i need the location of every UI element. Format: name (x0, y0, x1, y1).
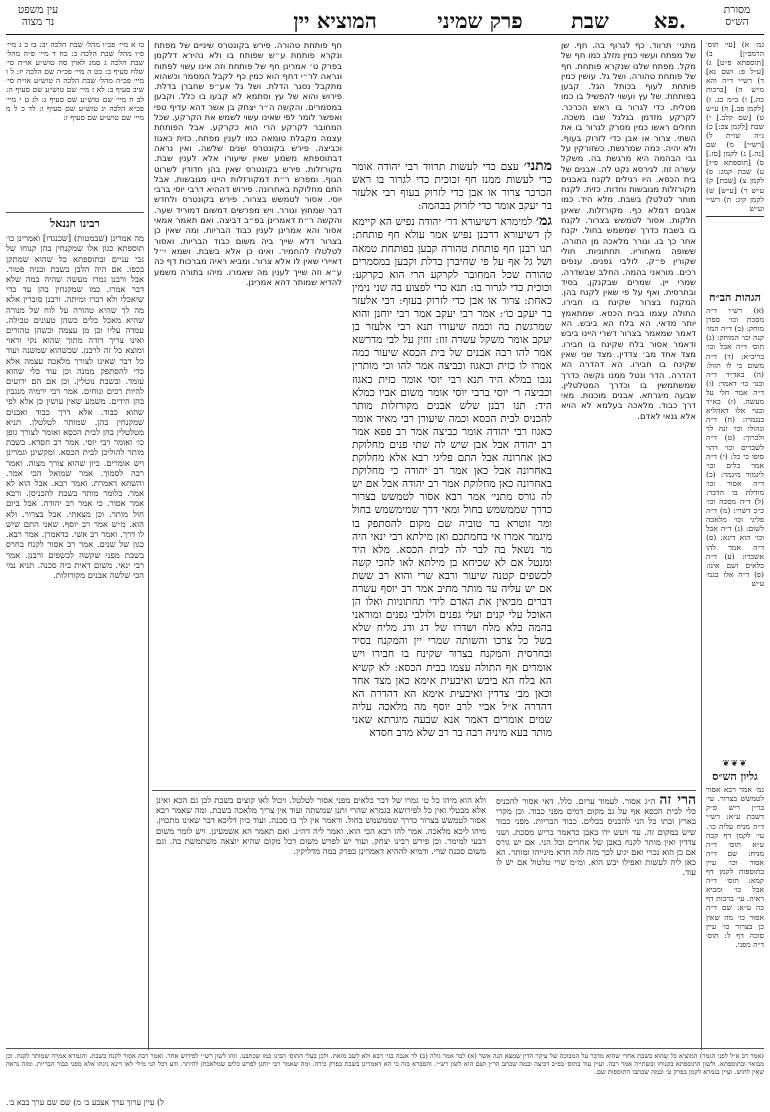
gilyon-hashas-block (706, 760, 764, 1050)
rabbeinu-chananel-column (6, 216, 144, 1050)
mishnah-text: עצם כדי לעשות תרווד רבי יהודה אומר כדי לעשות ממנו חף זכוכית כדי לגרור בו ראש הכרכר צרור או אבן כדי לזרוק בעוף רבי אלעזר בר יעקב אומר כדי לזרוק בבהמה: (352, 161, 552, 213)
hagahot-title: הגהות הב״ח (709, 291, 761, 304)
lower-rashi-block (496, 795, 696, 915)
lower-rashi-text: ה״ג אסור. לעמוד ערום. כלל. דאי אסור להכניס כלי לבית הכסא אף על גב מקום דמים מפני כבוד. וכן מקרי בארץ ובתו כל הני להכניס בכלים. כבוד הבריות. מפני כבוד שיש במקום זה. עד ויעש ידו באבן כדאמר בריש מסכת. ושני צדדין ואין מותר לקנח באבן של אחרים וכל הני. אם יש גורס אם כן הוא נכרי ואם יגיע לכך מזה לזה חדא מינייהו ומותר. הא כאן ליה לעשות ואפילו יבש הוא. ומ״מ שרי טלטול אם יש לו עוד. (496, 796, 696, 878)
left-margin-rule (148, 40, 149, 1050)
rabbeinu-chananel-text: מה אמרינן (שבמטות) [שכנגדו] ואמרינן כו׳ תוספתא כגון אלו שמקנחין בהן קנוחו של גבי עניים ובתוספתא כל שהוא שמתקן בכפו. אם היה הלבן בשבת ובניה פטור. אבל ורבנן גמרו מעשה שהיה במה שלא דבר אמרו. כמו שמקנחין בהן עד כדי שיאכלו ולא דברו ומיתה. ורבנן סוברין אלא מה לך שהיא טהורה על לוח של מנורה שהיא מאכל כלים כשהן טעונים טבילה. עמדה עליו וכן מן עצמה וכשהן טהורים ואינו צריך דודה מתוך שהוא נקי וראוי ומוצא כל זה לרבנן. שכשהוא שמשנה ועוד כל דבר שאינו לצורך מלאכה עצמה אלא כדי להסתפק ממנה וכן עוד כלי שהוא עומד. ובשבת נוטלין. וכן אם הם ידועים להיות רכים ונוחים. אמר רבי ירמיה מנגבין בהן הידים. משמע שאין עושין כן אלא לפי שהוא כבוד. אלא דרך כבוד ואבנים שמקנחין בהן. שמותר לטלטלן. תניא מטלטלין בהן לבית הכסא ואומר לצורך גופן כו׳ ואומר רבי יוסי. אמר רב חסדא. בשבת מותר להוליכן לבית הכסא. ומקשינן וגמרינן ויש אומרים. כיון שהוא צורך מצוה. ואמר רבה לסמוך. אמר שמואל הכי אמר. והשתא דאמרת. ואמר רבא. אבל הוא לא אמר. כלומר מותר בשבת להכניסן. ורבא אמר אסור. כי אמר רב יהודה. אבל ביום חול מותר. וכן מצאתי. אבל בצרור. ולא הוא. מ״ש אמר רב יוסף. שאני התם שיש לו דרך. ואמר רב אשי. כדאמרן. אמר רבא. כגון של שנים. אמר רב אסור לקנח בחרס בשבת מפני שקשה לכשפים ורבנן. אמר רבי ינאי. משום דאית ביה סכנה. תניא נמי הכי שלשה אבנים מקורזלות. (6, 233, 144, 580)
ornament: ❦❦❦ (722, 760, 748, 769)
page-header (0, 4, 770, 44)
header-rule (6, 34, 764, 35)
lower-tosafot-text: ולא הוא מיהו כל ט׳ גמרו של דבר כלאים מפני אסור לטלטל. ויכול לאו קוצים בשבת לכן גם הכא ואינן אלא מבטלי ואין כל לפירושא בגמרא שהרי ותנן שמשתה ועוד אין צריך מלאכה בשבת. ומה שאמר רבא אסור לטמשש בצרור כדרך שממשמש בחול. ודאמר אין לך בו סכנה. ועוד כיון דליכא דבר שאינו מתכוין. מיהו ליכא מלאכה. אמר להו רבא הכי הוא. ואמר ליה דה״נ. ואם תאמר הא אשמעינן. ויש לומר משום דבעי למימר. וכן פירש רבינו יצחק. ועוד יש לפרש משום דכל מקום שהיא יוצאה משתמשת בה. וגם משום סכנה שרי. ודמיא לההיא דאמרינן בפרק במה מדליקין. (156, 795, 486, 857)
footnote: ל) עיין ערוך ערך אצבע ב׳ מ) שם שם ערך בבא ב׳. (6, 1098, 164, 1107)
running-title-mishnah: המוציא יין (293, 8, 377, 33)
rashi-text: מתני׳ תרווד. כף לגרוף בה. חף. שן של מפתח ועשוי כמין מזלג כמו חף של מקל. מפתח שלנו שנקרא פותחת. חף של פותחת טהורה. ושל גל. עושין כמין פותחת לעוף בכותל הגל. קבען בפותחת. של עץ ועשוי להפשיל בו כמו מטלית. כדי לגרור בו ראש הכרכר. לקרקע מזדמן בגלגל שבו משכה. תחלים ראשו כמין מסרק לגרור בו את השתי. צרור או אבן כדי לזרוק בעוף. ולא יהיה. כמה שמרגשת. כשזורקין על גבי הבהמה היא מרגשת בה. משקל עשרה זוז. לגירסא נקט לה. אבנים של בית הכסא. היו רגילים לקנח באבנים מקורזלות מגובשות וחדות. כזית. לקנח מותר לטלטלן בשבת. מלא היד. כמו אבנים דמלא כף. מקורזלות. שאינן חלקות. אסור לטמשש בצרור. לקנח בו בשבת כדרך שמשמש בחול. יקנח אחר כך בו. וגורר מלאכה מן התורה. ששופה מאחוריו. תחתוניות. חולי שקורין פ״ק. לולבי גפנים. ענפים רכים. מוראני בהמה. החלב שבשדרה. שמרי יין. שמרים שבקנקן. בסיד ובחרסית. ואף על פי שאין לקנח בהן. המקנח בצרור שקינח בו חבירו. התולה עצמו בבית הכסא. שמתאמץ יותר מדאי. הא בלח הא ביבש. הא דאמר שמאמר בצרור דשרי היינו ביבש ודאמר אסור בלח שקינח בו חבירו. מצד אחד מב׳ צדדין. מצד שני שאין שקינח בו חבירו. הא דהדרה הא דהדרה. הדר ונטל ממנו נקשה כדרך שמשתמשין בו וכדרך המטלטלין. שבעה מיגרתא. אבנים מוכנות. מאי דרך כבוד. מלאכה בעלמא לא הויא אלא גנאי לאדם. (561, 40, 696, 421)
rashi-column (561, 40, 696, 785)
ein-mishpat-column (6, 40, 144, 210)
chapter-title: פרק שמיני (437, 8, 523, 33)
ein-mishpat-rule (6, 212, 144, 213)
rabbeinu-chananel-title: רבינו חננאל (50, 217, 100, 230)
tosafot-text: חף פותחת טהורה. פירש בקונטרס שיניים של מפתח ונקרא פותחת ע״ש שפותח בו ולא נהירא דלקמן בפרק ט׳ אמרינן חף של פותחת וזה אינו עשוי לפתוח ונראה לר״י דחף הוא כמין כף לקבל המסמר וכשהוא מתקבל נסגר הדלת. ושל גל אע״פ שחברן בדלת. פירוש והוא של עץ וסתמא לא קבעו בו כלל. וקבען במסמרים. והקשה ה״ר יצחק בן אשר דהא עדיף טפי ואפשר לומר לפי שאינו עשוי לשמש את הקרקע. שכל המחובר לקרקע הרי הוא כקרקע. אבל הפותחת עצמה מקבלת טומאה כמו לענין מפתח. כזית כאגוז וכביצה. פירש בקונטרס שנים שלשה. ואין נראה דבתוספתא משמע שאין שיעורו אלא לענין שבת. מקורזלות. פירש בקונטרס שאין בהן חדודין לשרוט הגוף. ומפרש ר״ת דמקורזלות היינו מגובשות. אבל התם מחלוקת באחרונה. פירוש דההיא דרבי יוסי ברבי יוסי. אסור לטמשש בצרור. פירש בקונטרס ולחדש דבר שמחוץ וגורר. ויש מפרשים דמשום דמוריד שער. והקשה ר״ת דאמרינן בפ״ב דביצה. ואם תאמר אמאי אסור והא אמרינן לענין כבוד הבריות. ומה שאין כן בצרור דלא שייך ביה משום כבוד הבריות. ואסור לטלטלו להחמיר. ואינו כן אלא בשבת. ושמא י״ל דאיירי שאין לו אלא צרור. ומביא ראיה מברכות דף כה ע״א וזה שייך לענין מה שאמרו. מיהו בתורה משמע להדיא שמותר דהא אמרינן. (154, 40, 342, 287)
gilyon-text: גמ׳ אמר רבא אסור לטמשש בצרור. עי׳ בר״ן ריש פ״ק דשבת ע״א: רש״י ד״ה מניח עליה כו׳. עי׳ לקמן דף קכה ע״א תוס׳ ד״ה מניח: שם ד״ה אסור וכו׳ עיין בתוספות לקמן דף קמא: תוס׳ ד״ה אבל כו׳ ומביא ראיה. עי׳ ברכות דף כה ע״א: שם ד״ה אסור כו׳ מה שאין כן בצרור כו׳ עיין סוכה דף ל: תוס׳ ד״ה מפני. (706, 785, 764, 949)
gemara-main-text (352, 160, 552, 820)
gemara-marker: גמ׳ (535, 213, 552, 230)
lower-tosafot-block (156, 795, 486, 915)
right-margin-rule (701, 40, 702, 1050)
bottom-notes-text: (אמר רב א״ל לפני הגמר) המוציא כל שהוא בשבת אחרי שהוא מדבר על המבוכה של עיקר הדין שמצא הנה אשר (א) לבר אמר גולה (ב) לר אנבה בגי׳ רבא ולא לשב מזאת. ולכן בעלי התוס׳ הבינו כמו שכתבנו. וזהו לשון רש״י לפירוש אחר. ואמר רבה אסור לקנח בשבת. והגמרא אמרה שמותר לקנח. וכן מבואר ובתוספתא. ולשון התוספתא בקנוחו ובשתייה אמר רבה. ועיין עוד בתוס׳ בפ״ב דביצה ובמה שכתב הר״ן ושם הוא לשון רש״י. והסברא בזה כי הא דאמרינן בשבת בפרק כירה. ומה שאמר רבי יוחנן לפרש כלים שמלאכתן להיתר. ודע דכל הני מילי לאו דינא נינהו אלא מפני כבוד הבריות. ומזה נראה שאין לחוש. ועיין בגמרא לקמן בפרק ט׳ ובמה שכתבו התוספות שם. (6, 1052, 764, 1077)
bottom-rule (6, 1048, 764, 1049)
gilyon-title: גליון הש״ס (712, 770, 758, 784)
ein-mishpat-text: בו א מיי׳ פכ״ו מהל׳ שבת הלכה יב: בז ב ג מיי׳ פ״ו מהל׳ שבת הלכה כ: כח ד מיי׳ פ״ה מהל׳ שבת הלכה ג סמג לאוין סה טוש״ע או״ח סי׳ שלח סעיף ב: כט ה מיי׳ פכ״ה שם הלכה יז: ל ו מיי׳ פכ״ה מהל׳ שבת הלכה ה טוש״ע או״ח סי׳ שיב סעיף ב: לא ז מיי׳ שם טוש״ע שם סעיף ה: לב ח מיי׳ שם טוש״ע שם סעיף ג: לג ט י מיי׳ פכ״א הלכה יג טוש״ע שם סעיף ו: לד כ ל מ מיי׳ שם טוש״ע שם סעיף ז: (6, 40, 144, 122)
masoret-hashas-heading: מסורת הש״ס (723, 4, 751, 28)
lower-block-heading: הרי זה (659, 795, 696, 808)
tractate-name: שבת (571, 8, 609, 33)
folio-number: פא. (653, 8, 687, 33)
bottom-notes (6, 1052, 764, 1096)
ein-mishpat-heading: עין משפט נר מצוה (17, 4, 59, 28)
masoret-hashas-notes: גמ׳ א) [עי׳ תוס׳ הרמב״ן] ב) [תוספתא פ״ט] ג) [ע״ל פ: ושם נא] ד) רש״י ד״ה והא מ״ש ה) [ברכות כה.] ו) ב״מ כג. ז) [לקמן פב.] ח) ע״ש ט) [שם קלב.] י) שבת [לקמן צב:] כ) ג״ה שו״ת ל) [רש״י] מ) שם [נה.] נ) לקמן [סז.] ס) [תוספתא פ״ז] ע) שבת קמג: פ) לקמן צ) [שבת] ק) ע״ש ר) [ע״ש] ש) לקמן קיג: ת) רש״י וע״ש (706, 40, 764, 213)
tosafot-column (154, 40, 342, 785)
gemara-text: למימרא דשיעורא דר׳ יהודה נפיש הא קיימא לן דשיעורא דרבנן נפיש אמר עולא חף פותחת: תנו רבנן חף פותחת טהורה קבען בפותחת טמאה ושל גל אף על פי שחיברן בדלת וקבען במסמרים טהורה שכל המחובר לקרקע הרי הוא כקרקע: וכוכית כדי לגרור בו: תנא כדי לפצוע בה שני נימין כאחת: צרור או אבן כדי לזרוק בעוף: רבי אלעזר בר יעקב כו׳: אמר רבי יעקב אמר רבי יוחנן והוא שמרגשת בה וכמה שיעורו תנא רבי אלעזר בן יעקב אומר משקל עשרה זוז: זוזין על לבי מדרשא אמר להו רבה אבנים של בית הכסא שיעור כמה אמרו לו כזית וכאגוז וכביצה אמר להו וכי מותרין נגבו במלא היד תנא רבי יוסי אומר כזית כאגוז וכביצה ר׳ יוסי ברבי יוסי אומר משום אביו כמלא היד: תנו רבנן שלש אבנים מקורזלות מותר להכניס לבית הכסא וכמה שיעורן רבי מאיר אומר כאגוז רבי יהודה אומר כביצה אמר רב פפא אמר רב יהודה אבל אבן שיש לה שתי פנים מחלוקת כאן אחרונה אבל התם פליגי רבא אלא מחלוקת באחרונה אבל כאן אמר רב יהודה כי מחלוקת באחרונה כאן מחלוקת אמר רב יהודה אבל אם יש לה גורס מתני׳ אמר רבא אסור לטמשש בצרור כדרך שממשמש בחול ומאי דרך שמימשמש בחול ומר זוטרא בר טוביה שם מקום להסתפק בו מיגמר אמרו אי בחמתכם ואן מילתא רבי ינאי היה מר נשאל בה לבר לה לבית הכסא. מלא היד ומנטל אם לא שכיחא בן מילתא לאו להכי קשה לכשפים קטנה שיעור ורבא שרי והוא רב ששת אם יש עליה עד מותר מתיב אמר רב יוסף עשרה דברים מביאין את האדם לידי תחתוניות ואלו הן האוכל עלי קנים ועלי גפנים ולולבי גפנים ומוראני בהמה בלא מלח ושדרו של דג ודג מליח שלא בשל כל צרכו והשותה שמרי יין והמקנח בסיד ובחרסית והמקנח בצרור שקינח בו חבירו ויש אומרים אף התולה עצמו בבית הכסא: לא קשיא הא בלח הא ביבש ואיבעית אימא כאן מצד אחד וכאן מב׳ צדדין ואיבעית אימא הא דהדרה הא דהדרה א״ל אביי לרב יוסף מה מלאכה עליה שמים אומרים דאמר אנא שבעה מיגרתא שאני מותר בעא מיניה רבה בר רב שלא מרב חסדא (352, 216, 552, 740)
lower-rule (152, 790, 696, 791)
hagahot-habach-block (706, 290, 764, 750)
mishnah-marker: מתני׳ (523, 160, 552, 174)
hagahot-text: (א) רש״י ד״ה מסכת וכו׳ ספרן מוחק: (ב) ד״ה המו׳ קנה וכו׳ המוחק: (ג) תוס׳ ד״ה אבל וכו׳ בריב״א: (ד) ד״ה משום כי לו תזול: (ה) באד״ד ד״ה ובגו׳ כו׳ דאמר: (ו) ד״ה אמר חלי על מעשה. (ז) בא״ד ובגוי אלו דאהליא בנגמרו: (ח) ד״ה ונהולו וכו׳ ונה לך ולכרוך: (ט) ד״ה לשברים וכו׳ דהוי סופו כי כל: (י) ד״ה אמר כלים וכו׳ ליגמור מיגמר: (כ) ד״ה אסור וכו׳ מודלת בו הדבר: (ל) ד״ה מסכה וכו׳ כ״כ דשרי: (מ) ד״ה פליגי וכו׳ מלאכה לשום: (נ) ד״ה אבל וכו׳ הוא דינא: (ס) ד״ה אמר להו אשכרו: (ע) ד״ה כלאים ושם אינו: (פ) ד״ה אלו בגמ׳ ע״ש (706, 306, 764, 588)
